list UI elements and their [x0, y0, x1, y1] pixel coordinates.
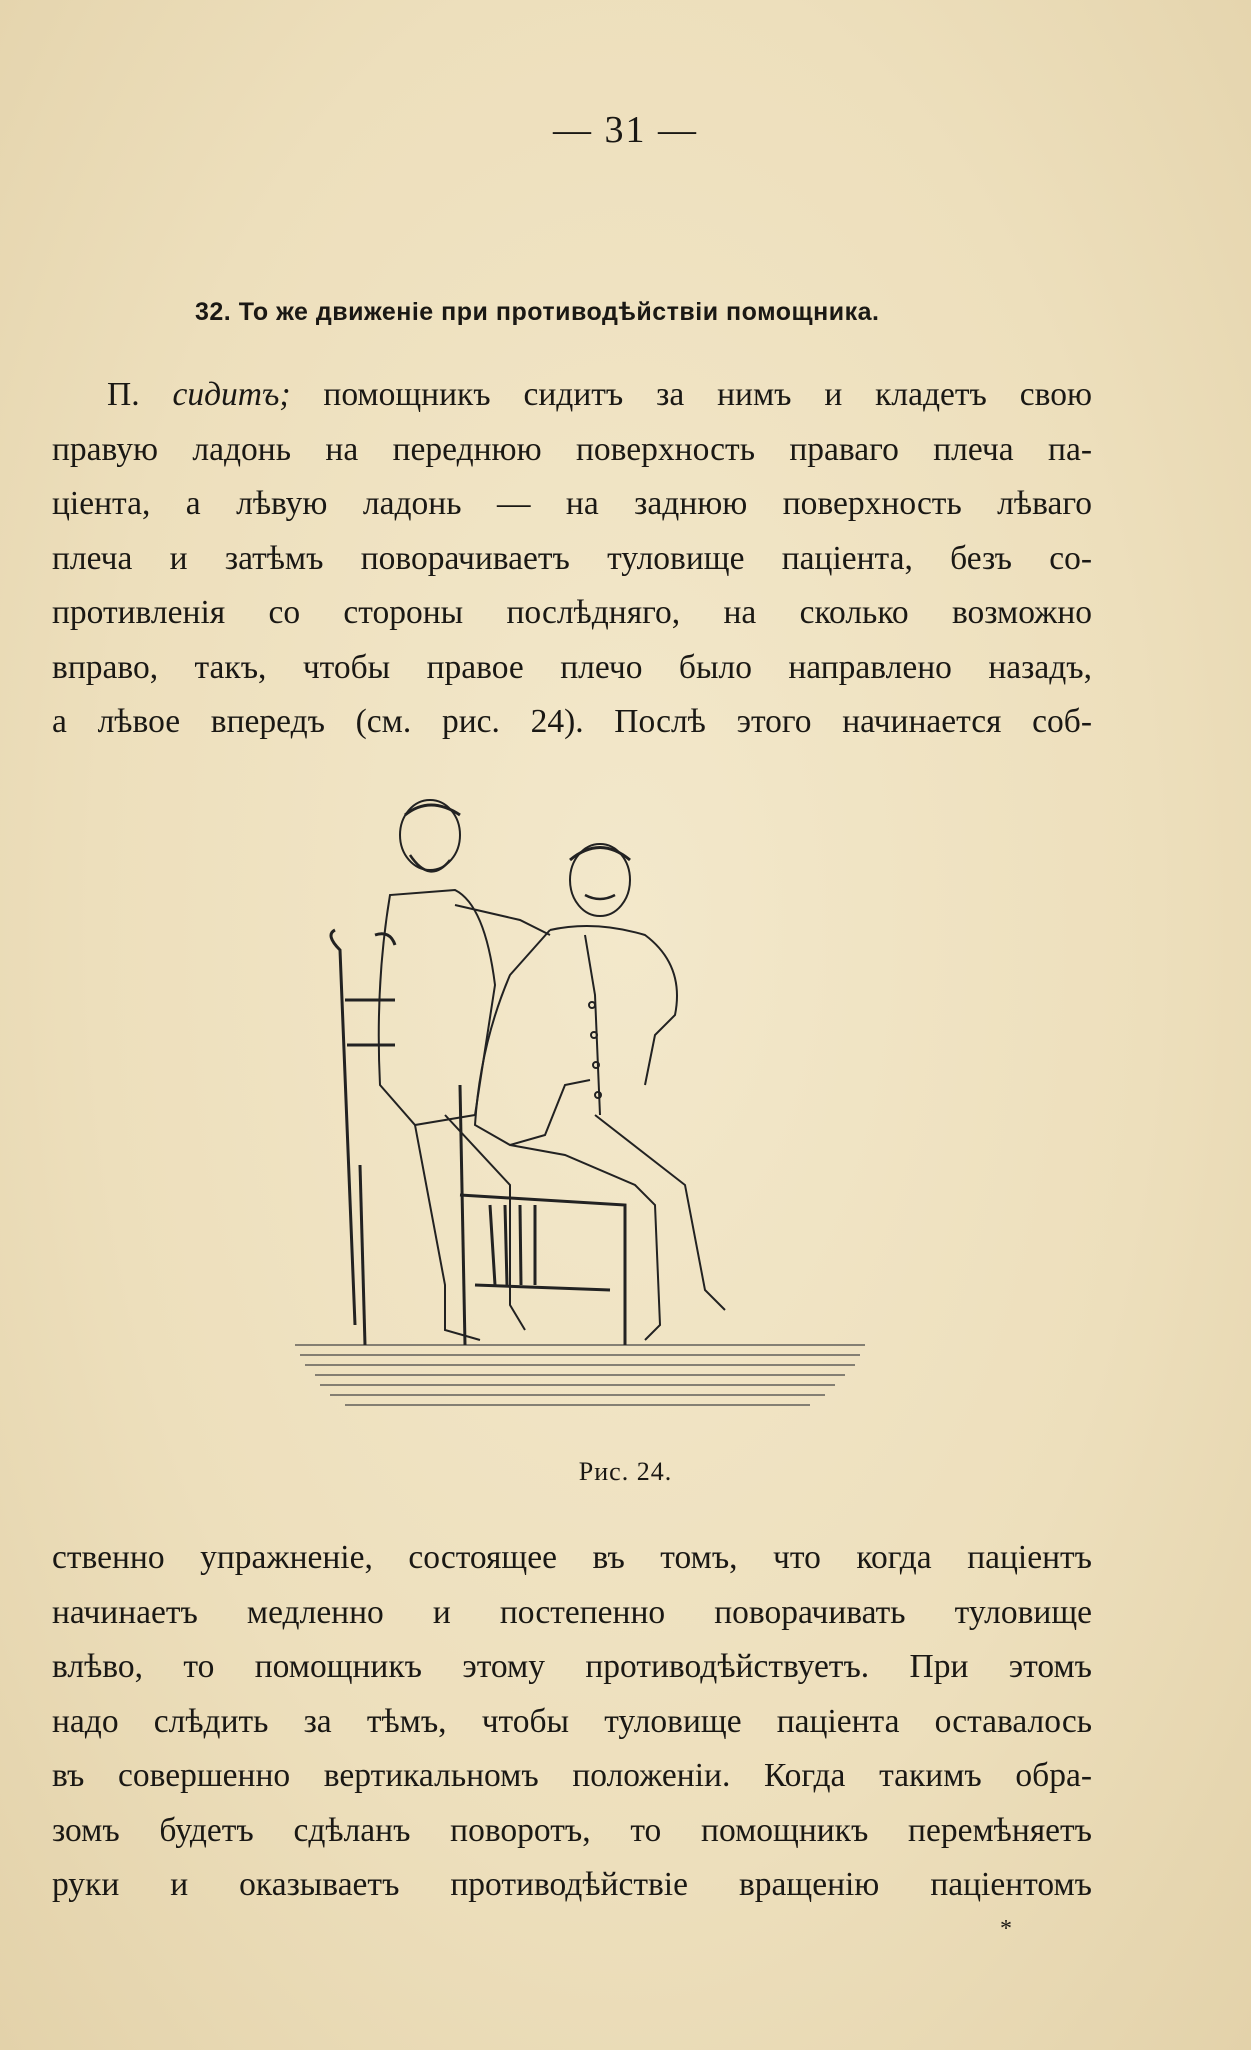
- rear-chair: [331, 930, 395, 1345]
- front-chair: [460, 1085, 625, 1345]
- paragraph-1: [52, 368, 1092, 750]
- paragraph-line: а лѣвое впередъ (см. рис. 24). Послѣ этого начинается соб-: [52, 703, 1092, 740]
- line-text: помощникъ сидитъ за нимъ и кладетъ свою: [323, 376, 1092, 413]
- section-heading: 32. То же движеніе при противодѣйствіи помощника.: [195, 298, 880, 326]
- paragraph-line: начинаетъ медленно и постепенно поворачивать туловище: [52, 1593, 1092, 1631]
- paragraph-2: [52, 1531, 1092, 1913]
- paragraph-line: руки и оказываетъ противодѣйствіе вращенію паціентомъ: [52, 1866, 1092, 1903]
- paragraph-line: плеча и затѣмъ поворачиваетъ туловище паціента, безъ со-: [52, 539, 1092, 577]
- paragraph-line: ціента, а лѣвую ладонь — на заднюю поверхность лѣваго: [52, 485, 1092, 522]
- paragraph-line: правую ладонь на переднюю поверхность праваго плеча па-: [52, 430, 1092, 468]
- footnote-mark: *: [1000, 1916, 1012, 1942]
- paragraph-line: влѣво, то помощникъ этому противодѣйствуетъ. При этомъ: [52, 1648, 1092, 1685]
- figure-caption: Рис. 24.: [578, 1457, 673, 1486]
- floor-hatching: [295, 1345, 865, 1405]
- paragraph-line: ственно упражненіе, состоящее въ томъ, что когда паціентъ: [52, 1539, 1092, 1576]
- lead-italic: сидитъ;: [172, 376, 291, 413]
- paragraph-line: надо слѣдить за тѣмъ, чтобы туловище паціента оставалось: [52, 1702, 1092, 1740]
- engraving-two-seated-men-icon: [295, 785, 865, 1420]
- paragraph-line: зомъ будетъ сдѣланъ поворотъ, то помощникъ перемѣняетъ: [52, 1811, 1092, 1849]
- lead-abbrev: П.: [107, 376, 140, 413]
- paragraph-line: [52, 368, 1092, 423]
- paragraph-line: противленія со стороны послѣдняго, на сколько возможно: [52, 594, 1092, 631]
- paragraph-line: вправо, такъ, чтобы правое плечо было направлено назадъ,: [52, 648, 1092, 686]
- page-number: — 31 —: [553, 109, 698, 151]
- paragraph-line: въ совершенно вертикальномъ положеніи. Когда такимъ обра-: [52, 1757, 1092, 1794]
